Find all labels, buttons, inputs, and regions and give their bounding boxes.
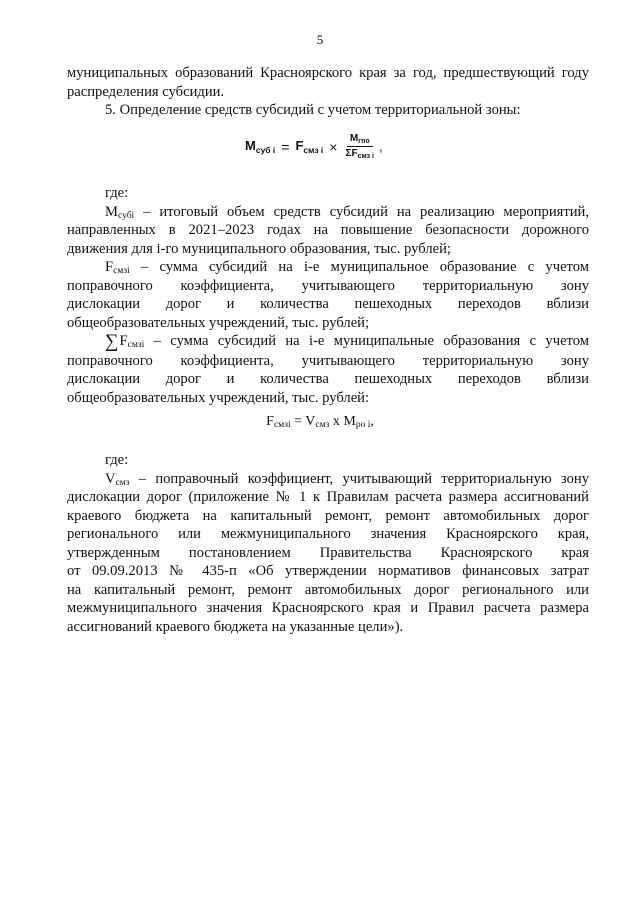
sigma-symbol: ∑ [105,331,119,352]
fraction-numerator: $M_{гпо}$ [347,133,373,147]
def-v-line-3: краевого бюджета на капитальный ремонт, ремонт автомобильных дорог [67,507,589,524]
page-number: 5 [316,32,324,47]
def-v-line-9: ассигнований краевого бюджета на указанные цели»). [67,618,404,635]
def-sum-line-3: дислокации дорог и количества пешеходных переходов вблизи [67,371,589,387]
formula-lhs: $M_{суб i}$ [245,138,276,155]
def-m-line-1: $M_{субi}$ – итоговый объем средств субсидий на реализацию мероприятий, [105,203,589,221]
def-f-line-2: поправочного коэффициента, учитывающего территориальную зону [67,277,589,294]
def-v-line-5: утвержденным постановлением Правительства Красноярского края [67,544,589,561]
formula-secondary: $F_{смзi} = V_{смз}$ x $M_{ро i}$, [266,414,374,430]
def-v-line-6: от 09.09.2013 № 435-п «Об утверждении нормативов финансовых затрат [67,563,589,579]
section-5-heading: 5. Определение средств субсидий с учетом территориальной зоны: [105,102,521,118]
def-v-symbol: V [105,470,116,487]
def-m-line-3: движения для i-го муниципального образования, тыс. рублей; [67,240,451,257]
formula-times: × [329,138,338,155]
fraction-denominator: $\Sigma F_{смз i}$ [345,148,374,160]
formula-equals: = [281,138,290,155]
def-v-line-7: на капитальный ремонт, ремонт автомобильных дорог регионального или [67,581,589,598]
def-f-line-4: общеобразовательных учреждений, тыс. рублей; [67,314,370,331]
formula-comma: , [378,139,383,154]
where-label-1: где: [105,185,129,201]
def-sum-line-2: поправочного коэффициента, учитывающего территориальную зону [67,352,589,369]
def-f-symbol: F [105,259,114,275]
formula-main [245,133,383,160]
def-v-line-1: $V_{смз}$ – поправочный коэффициент, учитывающий территориальную зону [105,470,589,488]
paragraph-1-line-1: муниципальных образований Красноярского края за год, предшествующий году [67,65,589,81]
def-f-line-3: дислокации дорог и количества пешеходных переходов вблизи [67,296,589,312]
paragraph-1-line-2: распределения субсидии. [67,83,225,100]
def-m-symbol: M [105,203,118,220]
where-label-2: где: [105,452,129,468]
def-v-line-4: регионального или межмуниципального значения Красноярского края, [67,526,589,542]
def-m-line-2: направленных в 2021–2023 годах на повышение безопасности дорожного [67,222,589,238]
def-f-line-1: $F_{смзi}$ – сумма субсидий на i-е муниципальное образование с учетом [105,259,589,276]
formula-fraction [345,133,373,160]
intro-block [67,64,589,120]
def-sum-line-1: $\sum F_{смзi}$ – сумма субсидий на i-е муниципальные образования с учетом [105,331,589,352]
definitions-block [67,184,589,407]
def-v-line-2: дислокации дорог (приложение № 1 к Правилам расчета размера ассигнований [67,489,589,505]
coefficient-block [67,451,589,636]
def-sum-line-4: общеобразовательных учреждений, тыс. рублей: [67,389,370,406]
formula-f-term: $F_{смз i}$ [295,138,324,155]
def-v-line-8: межмуниципального значения Красноярского края и Правил расчета размера [67,600,589,616]
